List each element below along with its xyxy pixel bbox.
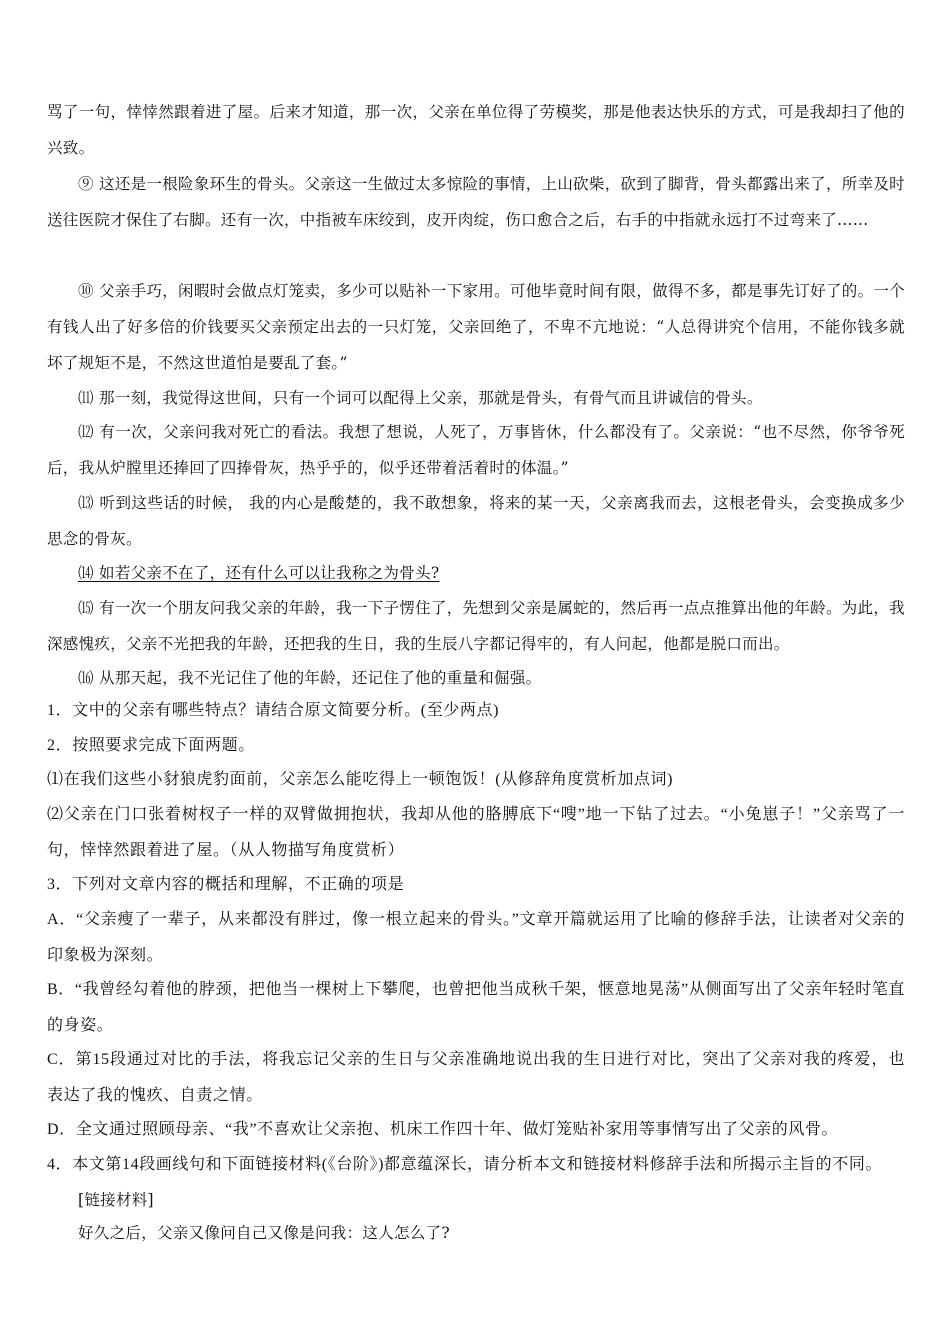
option-b: B．“我曾经勾着他的脖颈，把他当一棵树上下攀爬，也曾把他当成秋千架，惬意地晃荡”从侧面写出了父亲年轻时笔直的身姿。: [47, 981, 905, 1034]
option-a: A．“父亲瘦了一辈子，从来都没有胖过，像一根立起来的骨头。”文章开篇就运用了比喻的修辞手法，让读者对父亲的印象极为深刻。: [47, 911, 905, 964]
paragraph-10: ⑩ 父亲手巧，闲暇时会做点灯笼卖，多少可以贴补一下家用。可他毕竟时间有限，做得不多，都是事先订好了的。一个有钱人出了好多倍的价钱要买父亲预定出去的一只灯笼，父亲回绝了，不卑不亢地说：“人总得讲究个信用，不能你钱多就坏了规矩不是，不然这世道怕是要乱了套。”: [47, 282, 905, 372]
link-material-text: 好久之后，父亲又像问自己又像是问我：这人怎么了?: [78, 1224, 451, 1242]
question-2-part-2: ⑵父亲在门口张着树杈子一样的双臂做拥抱状，我却从他的胳膊底下“嗖”地一下钻了过去。“小兔崽子！”父亲骂了一句，悻悻然跟着进了屋。（从人物描写角度赏析）: [47, 806, 905, 859]
paragraph-13: ⒀ 听到这些话的时候， 我的内心是酸楚的，我不敢想象，将来的某一天，父亲离我而去，这根老骨头，会变换成多少思念的骨灰。: [47, 494, 905, 548]
question-1: 1．文中的父亲有哪些特点？请结合原文简要分析。(至少两点): [47, 702, 500, 719]
option-c: C．第15段通过对比的手法，将我忘记父亲的生日与父亲准确地说出我的生日进行对比，突出了父亲对我的疼爱，也表达了我的愧疚、自责之情。: [47, 1051, 905, 1104]
paragraph-11: ⑾ 那一刻，我觉得这世间，只有一个词可以配得上父亲，那就是骨头，有骨气而且讲诚信的骨头。: [78, 389, 763, 407]
question-3: 3．下列对文章内容的概括和理解，不正确的项是: [47, 876, 405, 893]
paragraph-12: ⑿ 有一次，父亲问我对死亡的看法。我想了想说，人死了，万事皆休，什么都没有了。父亲说：“也不尽然，你爷爷死后，我从炉膛里还捧回了四捧骨灰，热乎乎的，似乎还带着活着时的体温。”: [47, 423, 905, 477]
question-2: 2．按照要求完成下面两题。: [47, 737, 255, 754]
option-d: D．全文通过照顾母亲、“我”不喜欢让父亲抱、机床工作四十年、做灯笼贴补家用等事情写出了父亲的风骨。: [47, 1121, 839, 1138]
paragraph-15: ⒂ 有一次一个朋友问我父亲的年龄，我一下子愣住了，先想到父亲是属蛇的，然后再一点点推算出他的年龄。为此，我深感愧疚，父亲不光把我的年龄，还把我的生日，我的生辰八字都记得牢的，有人问起，他都是脱口而出。: [47, 599, 905, 653]
underlined-sentence: ⒁ 如若父亲不在了，还有什么可以让我称之为骨头?: [78, 564, 440, 582]
question-4: 4．本文第14段画线句和下面链接材料(《台阶》)都意蕴深长，请分析本文和链接材料修辞手法和所揭示主旨的不同。: [47, 1156, 883, 1173]
link-material-label: [链接材料]: [78, 1191, 154, 1209]
paragraph-continued: 骂了一句，悻悻然跟着进了屋。后来才知道，那一次，父亲在单位得了劳模奖，那是他表达快乐的方式，可是我却扫了他的兴致。: [47, 103, 905, 157]
paragraph-16: ⒃ 从那天起，我不光记住了他的年龄，还记住了他的重量和倔强。: [78, 669, 542, 687]
paragraph-14: [47, 555, 905, 591]
question-2-part-1: ⑴在我们这些小豺狼虎豹面前，父亲怎么能吃得上一顿饱饭！(从修辞角度赏析加点词): [47, 771, 674, 788]
paragraph-9: ⑨ 这还是一根险象环生的骨头。父亲这一生做过太多惊险的事情，上山砍柴，砍到了脚背，骨头都露出来了，所幸及时送往医院才保住了右脚。还有一次，中指被车床绞到，皮开肉绽，伤口愈合之后，右手的中指就永远打不过弯来了……: [47, 175, 905, 229]
